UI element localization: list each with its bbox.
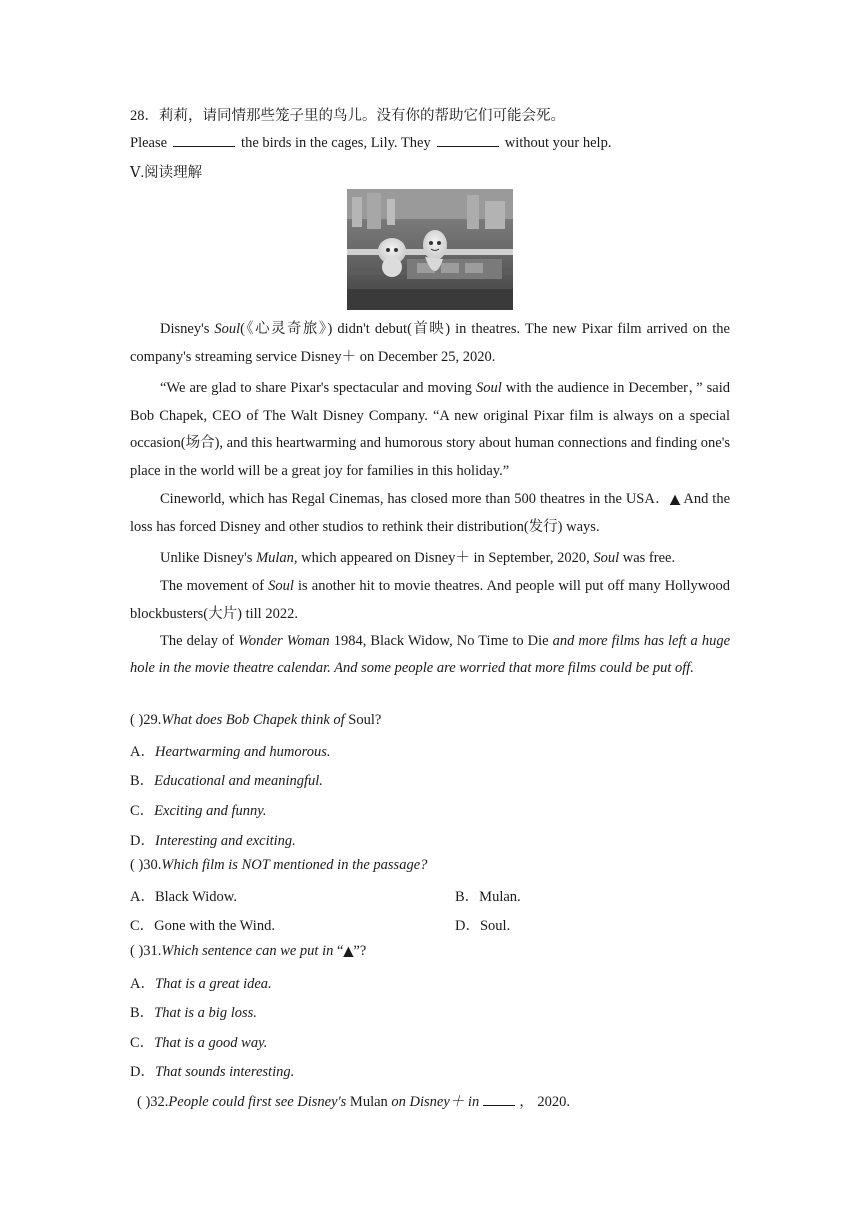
passage-paragraph-4: [130, 545, 730, 573]
soul-movie-still-image: [347, 189, 513, 310]
option-letter: C．: [130, 918, 155, 934]
q31-answer-paren[interactable]: ( ): [130, 943, 144, 959]
p5-soul: Soul: [268, 578, 294, 594]
p2-text-b: with the audience in December，” said Bob Chapek, CEO of The Walt Disney Company. “A new original Pixar film is always on a special occasion(场合), and this heartwarming and humorous story about human connections and finding one's place in the world will be a great joy for families in this holiday.”: [130, 380, 730, 479]
p6-text-a: The delay of: [160, 633, 239, 649]
q29-option-a[interactable]: [130, 740, 330, 761]
option-text: Educational and meaningful.: [154, 773, 323, 789]
p3-blank-marker: ▲: [669, 492, 681, 507]
q31-option-c[interactable]: [130, 1031, 267, 1052]
p5-text-b: is another hit to movie theatres. And people will put off many Hollywood blockbusters(大片) till 2022.: [130, 578, 730, 622]
option-text: Heartwarming and humorous.: [154, 744, 331, 760]
q29-number: 29.: [143, 712, 162, 728]
q28-blank-1[interactable]: [173, 134, 235, 147]
q32-mulan: Mulan: [349, 1094, 388, 1110]
passage-paragraph-5: [130, 573, 730, 628]
q29-stem: [130, 712, 381, 729]
q28-english: [130, 134, 611, 152]
passage-paragraph-3: [130, 486, 730, 541]
q30-stem: [130, 857, 427, 874]
q28-text-1: Please: [130, 135, 168, 151]
option-letter: B．: [455, 889, 480, 905]
q29-stem-a: What does Bob Chapek think of: [161, 712, 349, 728]
option-letter: C．: [130, 803, 155, 819]
q30-stem-text: Which film is NOT mentioned in the passage?: [161, 857, 428, 873]
q29-answer-paren[interactable]: ( ): [130, 712, 144, 728]
p2-text-a: “We are glad to share Pixar's spectacular and moving: [160, 380, 476, 396]
p4-text-c: was free.: [619, 550, 676, 566]
p6-text-c: and more films has left a huge hole in the movie theatre calendar. And some people are worried that more films could be put off.: [130, 633, 731, 676]
option-text: That is a great idea.: [154, 976, 272, 992]
p4-text-b: which appeared on Disney＋ in September, 2020,: [297, 550, 594, 566]
q30-answer-paren[interactable]: ( ): [130, 857, 144, 873]
q29-option-b[interactable]: [130, 769, 323, 790]
option-letter: B．: [130, 1005, 155, 1021]
q31-stem: [130, 943, 366, 960]
q29-option-d[interactable]: [130, 829, 296, 850]
option-text: Gone with the Wind.: [154, 918, 275, 934]
q32-stem: [137, 1090, 570, 1111]
q31-number: 31.: [143, 943, 162, 959]
q32-answer-paren[interactable]: ( ): [137, 1094, 151, 1110]
passage-paragraph-1: [130, 316, 730, 371]
p1-text-b: (《心灵奇旅》) didn't debut(首映) in theatres. The new Pixar film arrived on the company's streaming service Disney＋ on December 25, 2020.: [130, 321, 730, 365]
option-text: That is a good way.: [154, 1035, 268, 1051]
q32-stem-b: on Disney＋ in: [387, 1094, 480, 1110]
passage-paragraph-2: [130, 375, 730, 485]
q31-stem-a: Which sentence can we put in: [161, 943, 337, 959]
option-letter: C．: [130, 1035, 155, 1051]
option-text: Exciting and funny.: [154, 803, 267, 819]
q30-option-a[interactable]: [130, 885, 237, 906]
q28-chinese: 28．莉莉，请同情那些笼子里的鸟儿。没有你的帮助它们可能会死。: [130, 108, 565, 124]
option-text: Mulan.: [479, 889, 521, 905]
p6-wonder-woman: Wonder Woman: [238, 633, 330, 649]
q31-option-d[interactable]: [130, 1060, 294, 1081]
p3-text-a: Cineworld, which has Regal Cinemas, has closed more than 500 theatres in the USA．: [160, 491, 670, 507]
option-letter: D．: [455, 918, 480, 934]
option-text: Black Widow.: [154, 889, 237, 905]
q31-quote-close: ”?: [353, 943, 367, 959]
q29-stem-b: Soul?: [348, 712, 382, 728]
q30-number: 30.: [143, 857, 162, 873]
q30-option-c[interactable]: [130, 914, 275, 935]
q32-stem-a: People could first see Disney's: [168, 1094, 350, 1110]
p4-mulan: Mulan,: [256, 550, 298, 566]
option-letter: A．: [130, 889, 155, 905]
p3-text-b: And the loss has forced Disney and other studios to rethink their distribution(发行) ways.: [130, 491, 731, 535]
p4-soul: Soul: [593, 550, 620, 566]
p4-text-a: Unlike Disney's: [160, 550, 257, 566]
option-letter: A．: [130, 744, 155, 760]
p5-text-a: The movement of: [160, 578, 269, 594]
q30-option-b[interactable]: [455, 885, 521, 906]
q32-stem-c: ， 2020.: [519, 1094, 570, 1110]
p1-text-a: Disney's: [160, 321, 215, 337]
q31-option-b[interactable]: [130, 1001, 257, 1022]
p1-soul: Soul: [214, 321, 241, 337]
q31-quote-open: “: [336, 943, 344, 959]
passage-paragraph-6: [130, 628, 730, 681]
q29-option-c[interactable]: [130, 799, 267, 820]
option-letter: D．: [130, 1064, 155, 1080]
option-letter: B．: [130, 773, 155, 789]
option-text: Soul.: [479, 918, 511, 934]
q32-blank[interactable]: [483, 1093, 515, 1106]
q30-option-d[interactable]: [455, 914, 510, 935]
option-letter: A．: [130, 976, 155, 992]
p6-text-b: 1984, Black Widow, No Time to Die: [329, 633, 553, 649]
q32-number: 32.: [150, 1094, 169, 1110]
q31-blank-marker: ▲: [343, 944, 354, 959]
option-text: That sounds interesting.: [154, 1064, 295, 1080]
option-text: That is a big loss.: [154, 1005, 257, 1021]
p2-soul: Soul: [475, 380, 502, 396]
q31-option-a[interactable]: [130, 972, 272, 993]
q28-text-2: the birds in the cages, Lily. They: [241, 135, 431, 151]
option-text: Interesting and exciting.: [154, 833, 296, 849]
option-letter: D．: [130, 833, 155, 849]
section-title: Ⅴ.阅读理解: [130, 165, 203, 181]
q28-blank-2[interactable]: [437, 134, 499, 147]
q28-text-3: without your help.: [504, 135, 612, 151]
